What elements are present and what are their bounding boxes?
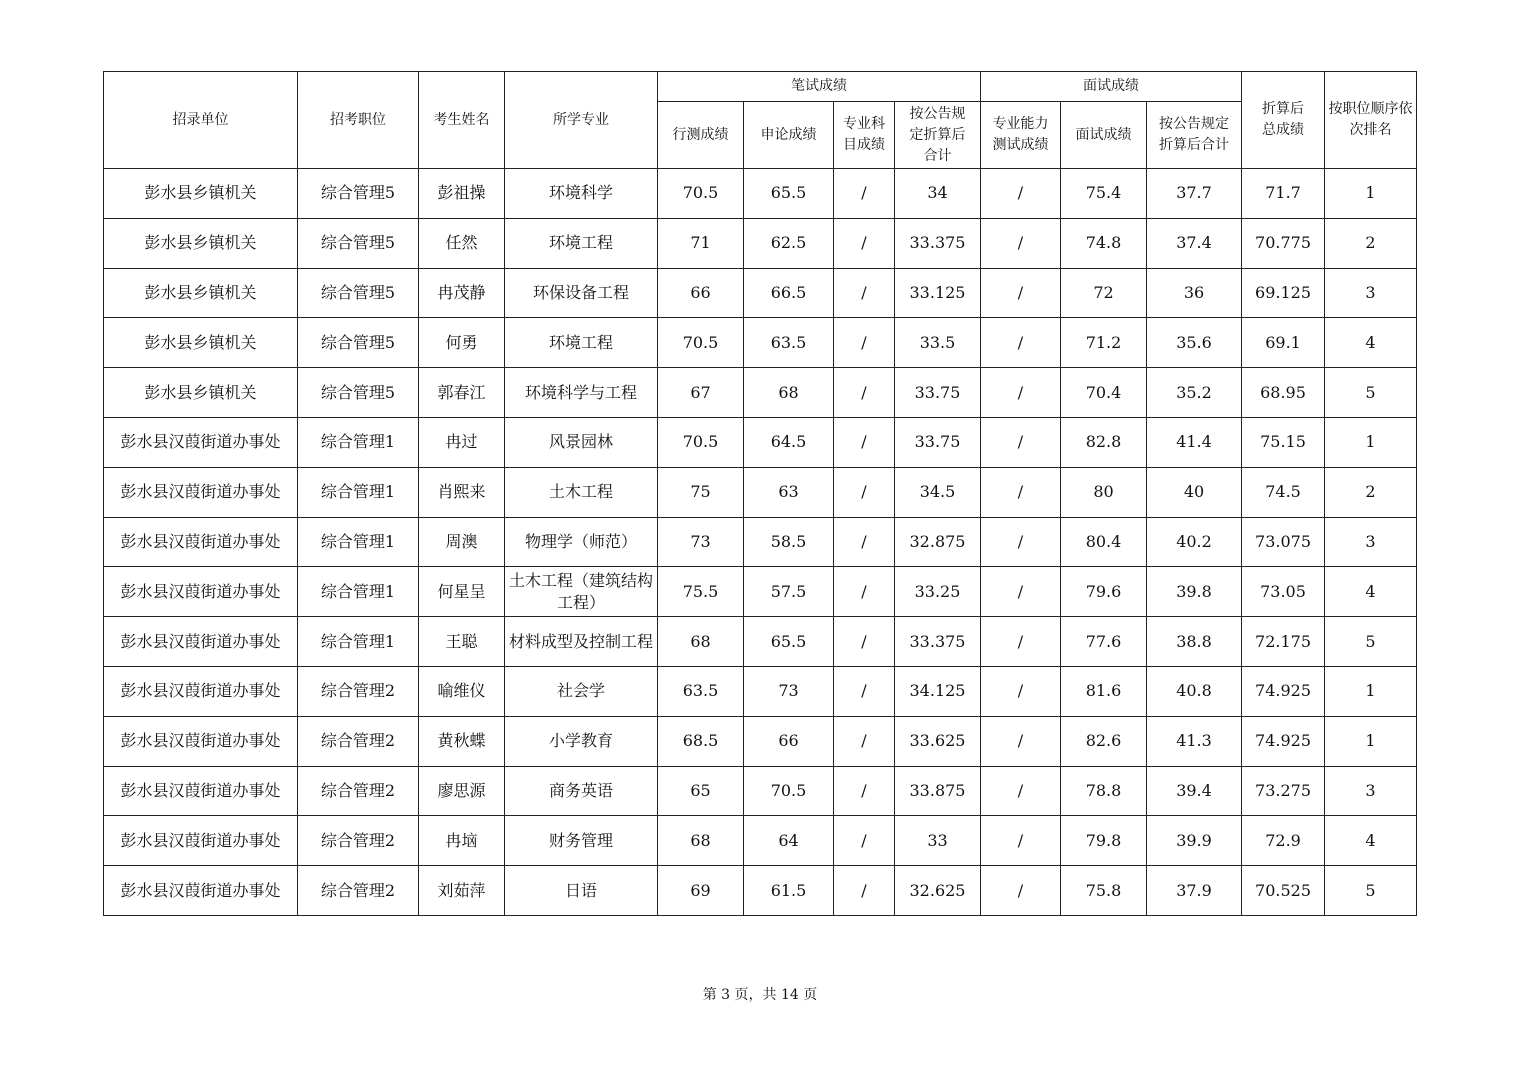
cell-interview-total: 41.4: [1147, 417, 1242, 467]
header-unit: 招录单位: [104, 72, 298, 169]
cell-rank: 4: [1325, 318, 1417, 368]
cell-rank: 2: [1325, 218, 1417, 268]
cell-interview: 71.2: [1061, 318, 1147, 368]
cell-interview-total: 39.8: [1147, 567, 1242, 617]
cell-interview-total: 40.2: [1147, 517, 1242, 567]
cell-rank: 3: [1325, 766, 1417, 816]
cell-zhuanye: /: [834, 268, 895, 318]
cell-position: 综合管理1: [298, 567, 419, 617]
cell-written-total: 34: [895, 169, 981, 219]
cell-major: 土木工程（建筑结构工程）: [505, 567, 658, 617]
cell-shenlun: 70.5: [744, 766, 834, 816]
cell-position: 综合管理1: [298, 417, 419, 467]
cell-interview-total: 41.3: [1147, 716, 1242, 766]
cell-major: 日语: [505, 866, 658, 916]
cell-total: 74.925: [1242, 666, 1325, 716]
cell-ability: /: [981, 467, 1061, 517]
cell-written-total: 34.5: [895, 467, 981, 517]
cell-shenlun: 58.5: [744, 517, 834, 567]
cell-interview-total: 40: [1147, 467, 1242, 517]
header-interview: 面试成绩: [981, 72, 1242, 102]
cell-interview: 75.8: [1061, 866, 1147, 916]
header-ability: 专业能力测试成绩: [981, 102, 1061, 169]
cell-total: 70.525: [1242, 866, 1325, 916]
cell-xingce: 75.5: [658, 567, 744, 617]
cell-shenlun: 64.5: [744, 417, 834, 467]
cell-written-total: 32.875: [895, 517, 981, 567]
cell-total: 72.9: [1242, 816, 1325, 866]
cell-interview: 78.8: [1061, 766, 1147, 816]
cell-ability: /: [981, 766, 1061, 816]
table-row: [104, 666, 1417, 716]
cell-interview: 79.6: [1061, 567, 1147, 617]
header-position: 招考职位: [298, 72, 419, 169]
cell-total: 73.05: [1242, 567, 1325, 617]
cell-shenlun: 57.5: [744, 567, 834, 617]
header-interview-score: 面试成绩: [1061, 102, 1147, 169]
cell-interview: 74.8: [1061, 218, 1147, 268]
cell-interview-total: 37.4: [1147, 218, 1242, 268]
cell-zhuanye: /: [834, 617, 895, 667]
header-row-1: [104, 72, 1417, 102]
cell-ability: /: [981, 417, 1061, 467]
cell-ability: /: [981, 218, 1061, 268]
cell-xingce: 70.5: [658, 318, 744, 368]
cell-interview: 72: [1061, 268, 1147, 318]
cell-name: 肖熙来: [419, 467, 505, 517]
cell-rank: 1: [1325, 716, 1417, 766]
cell-shenlun: 65.5: [744, 169, 834, 219]
table-row: [104, 368, 1417, 418]
cell-major: 小学教育: [505, 716, 658, 766]
cell-rank: 4: [1325, 816, 1417, 866]
cell-name: 何星呈: [419, 567, 505, 617]
header-zhuanye: 专业科目成绩: [834, 102, 895, 169]
cell-unit: 彭水县乡镇机关: [104, 268, 298, 318]
cell-ability: /: [981, 716, 1061, 766]
cell-written-total: 33: [895, 816, 981, 866]
table-row: [104, 617, 1417, 667]
header-written: 笔试成绩: [658, 72, 981, 102]
table-row: [104, 766, 1417, 816]
cell-zhuanye: /: [834, 766, 895, 816]
table-row: [104, 816, 1417, 866]
cell-major: 社会学: [505, 666, 658, 716]
cell-total: 72.175: [1242, 617, 1325, 667]
cell-interview: 70.4: [1061, 368, 1147, 418]
cell-shenlun: 66: [744, 716, 834, 766]
table-row: [104, 417, 1417, 467]
cell-ability: /: [981, 368, 1061, 418]
table-row: [104, 268, 1417, 318]
header-interview-total: 按公告规定折算后合计: [1147, 102, 1242, 169]
cell-total: 69.125: [1242, 268, 1325, 318]
table-row: [104, 567, 1417, 617]
cell-unit: 彭水县汉葭街道办事处: [104, 617, 298, 667]
cell-position: 综合管理1: [298, 467, 419, 517]
cell-position: 综合管理5: [298, 268, 419, 318]
cell-name: 黄秋蝶: [419, 716, 505, 766]
cell-interview: 79.8: [1061, 816, 1147, 866]
cell-major: 环境科学: [505, 169, 658, 219]
cell-written-total: 32.625: [895, 866, 981, 916]
cell-name: 刘茹萍: [419, 866, 505, 916]
table-row: [104, 467, 1417, 517]
table-row: [104, 517, 1417, 567]
cell-position: 综合管理5: [298, 368, 419, 418]
cell-xingce: 68: [658, 816, 744, 866]
table-body: [104, 169, 1417, 916]
table-row: [104, 218, 1417, 268]
cell-zhuanye: /: [834, 218, 895, 268]
cell-total: 74.5: [1242, 467, 1325, 517]
table-row: [104, 866, 1417, 916]
cell-position: 综合管理5: [298, 318, 419, 368]
cell-written-total: 33.875: [895, 766, 981, 816]
cell-major: 物理学（师范）: [505, 517, 658, 567]
cell-rank: 5: [1325, 368, 1417, 418]
cell-rank: 3: [1325, 268, 1417, 318]
cell-shenlun: 61.5: [744, 866, 834, 916]
cell-shenlun: 64: [744, 816, 834, 866]
cell-name: 冉垴: [419, 816, 505, 866]
cell-position: 综合管理2: [298, 816, 419, 866]
cell-interview: 82.8: [1061, 417, 1147, 467]
cell-zhuanye: /: [834, 467, 895, 517]
cell-position: 综合管理2: [298, 666, 419, 716]
cell-unit: 彭水县乡镇机关: [104, 169, 298, 219]
cell-shenlun: 66.5: [744, 268, 834, 318]
cell-shenlun: 63: [744, 467, 834, 517]
cell-rank: 1: [1325, 666, 1417, 716]
cell-total: 70.775: [1242, 218, 1325, 268]
cell-rank: 5: [1325, 617, 1417, 667]
cell-ability: /: [981, 567, 1061, 617]
cell-interview-total: 39.9: [1147, 816, 1242, 866]
cell-major: 商务英语: [505, 766, 658, 816]
header-total: 折算后总成绩: [1242, 72, 1325, 169]
cell-zhuanye: /: [834, 169, 895, 219]
cell-ability: /: [981, 816, 1061, 866]
cell-shenlun: 63.5: [744, 318, 834, 368]
cell-rank: 4: [1325, 567, 1417, 617]
cell-name: 廖思源: [419, 766, 505, 816]
cell-position: 综合管理1: [298, 517, 419, 567]
header-xingce: 行测成绩: [658, 102, 744, 169]
cell-major: 环境工程: [505, 218, 658, 268]
cell-written-total: 34.125: [895, 666, 981, 716]
cell-ability: /: [981, 617, 1061, 667]
cell-major: 环境工程: [505, 318, 658, 368]
cell-zhuanye: /: [834, 567, 895, 617]
cell-written-total: 33.375: [895, 218, 981, 268]
cell-total: 73.075: [1242, 517, 1325, 567]
cell-shenlun: 65.5: [744, 617, 834, 667]
cell-total: 74.925: [1242, 716, 1325, 766]
cell-written-total: 33.125: [895, 268, 981, 318]
cell-xingce: 68: [658, 617, 744, 667]
cell-name: 周澳: [419, 517, 505, 567]
cell-major: 环保设备工程: [505, 268, 658, 318]
cell-unit: 彭水县汉葭街道办事处: [104, 567, 298, 617]
cell-position: 综合管理1: [298, 617, 419, 667]
cell-name: 王聪: [419, 617, 505, 667]
cell-interview-total: 37.9: [1147, 866, 1242, 916]
cell-written-total: 33.75: [895, 368, 981, 418]
cell-xingce: 68.5: [658, 716, 744, 766]
cell-ability: /: [981, 318, 1061, 368]
cell-unit: 彭水县汉葭街道办事处: [104, 866, 298, 916]
header-rank: 按职位顺序依次排名: [1325, 72, 1417, 169]
cell-position: 综合管理2: [298, 766, 419, 816]
cell-interview-total: 39.4: [1147, 766, 1242, 816]
header-major: 所学专业: [505, 72, 658, 169]
cell-interview-total: 37.7: [1147, 169, 1242, 219]
cell-unit: 彭水县汉葭街道办事处: [104, 766, 298, 816]
cell-interview-total: 38.8: [1147, 617, 1242, 667]
cell-unit: 彭水县乡镇机关: [104, 368, 298, 418]
cell-interview: 75.4: [1061, 169, 1147, 219]
cell-xingce: 71: [658, 218, 744, 268]
cell-rank: 3: [1325, 517, 1417, 567]
cell-total: 69.1: [1242, 318, 1325, 368]
header-shenlun: 申论成绩: [744, 102, 834, 169]
cell-xingce: 75: [658, 467, 744, 517]
cell-major: 风景园林: [505, 417, 658, 467]
cell-total: 71.7: [1242, 169, 1325, 219]
cell-unit: 彭水县汉葭街道办事处: [104, 716, 298, 766]
cell-major: 环境科学与工程: [505, 368, 658, 418]
cell-ability: /: [981, 517, 1061, 567]
cell-ability: /: [981, 666, 1061, 716]
cell-zhuanye: /: [834, 716, 895, 766]
cell-zhuanye: /: [834, 318, 895, 368]
cell-unit: 彭水县汉葭街道办事处: [104, 816, 298, 866]
cell-unit: 彭水县汉葭街道办事处: [104, 666, 298, 716]
cell-ability: /: [981, 866, 1061, 916]
cell-written-total: 33.25: [895, 567, 981, 617]
cell-interview-total: 40.8: [1147, 666, 1242, 716]
cell-written-total: 33.375: [895, 617, 981, 667]
cell-rank: 1: [1325, 169, 1417, 219]
cell-interview: 80.4: [1061, 517, 1147, 567]
cell-total: 75.15: [1242, 417, 1325, 467]
cell-shenlun: 73: [744, 666, 834, 716]
cell-position: 综合管理5: [298, 218, 419, 268]
cell-interview: 82.6: [1061, 716, 1147, 766]
cell-interview: 81.6: [1061, 666, 1147, 716]
cell-rank: 5: [1325, 866, 1417, 916]
cell-written-total: 33.5: [895, 318, 981, 368]
cell-unit: 彭水县汉葭街道办事处: [104, 467, 298, 517]
cell-name: 任然: [419, 218, 505, 268]
cell-xingce: 66: [658, 268, 744, 318]
header-name: 考生姓名: [419, 72, 505, 169]
cell-major: 财务管理: [505, 816, 658, 866]
cell-xingce: 63.5: [658, 666, 744, 716]
cell-written-total: 33.625: [895, 716, 981, 766]
page-footer: 第 3 页，共 14 页: [702, 987, 818, 1003]
cell-zhuanye: /: [834, 417, 895, 467]
cell-total: 73.275: [1242, 766, 1325, 816]
cell-rank: 2: [1325, 467, 1417, 517]
cell-zhuanye: /: [834, 368, 895, 418]
cell-unit: 彭水县乡镇机关: [104, 218, 298, 268]
header-written-total: 按公告规定折算后合计: [895, 102, 981, 169]
score-table: [103, 71, 1417, 916]
cell-shenlun: 62.5: [744, 218, 834, 268]
cell-zhuanye: /: [834, 666, 895, 716]
cell-written-total: 33.75: [895, 417, 981, 467]
cell-name: 何勇: [419, 318, 505, 368]
cell-zhuanye: /: [834, 866, 895, 916]
cell-zhuanye: /: [834, 517, 895, 567]
cell-name: 喻维仪: [419, 666, 505, 716]
cell-rank: 1: [1325, 417, 1417, 467]
cell-xingce: 70.5: [658, 169, 744, 219]
cell-interview-total: 35.6: [1147, 318, 1242, 368]
cell-name: 冉茂静: [419, 268, 505, 318]
cell-major: 材料成型及控制工程: [505, 617, 658, 667]
table-row: [104, 716, 1417, 766]
cell-ability: /: [981, 268, 1061, 318]
cell-interview: 80: [1061, 467, 1147, 517]
cell-unit: 彭水县汉葭街道办事处: [104, 517, 298, 567]
cell-interview-total: 36: [1147, 268, 1242, 318]
cell-shenlun: 68: [744, 368, 834, 418]
cell-position: 综合管理5: [298, 169, 419, 219]
cell-unit: 彭水县汉葭街道办事处: [104, 417, 298, 467]
cell-xingce: 65: [658, 766, 744, 816]
cell-name: 冉过: [419, 417, 505, 467]
cell-zhuanye: /: [834, 816, 895, 866]
table-row: [104, 169, 1417, 219]
cell-interview-total: 35.2: [1147, 368, 1242, 418]
cell-total: 68.95: [1242, 368, 1325, 418]
cell-ability: /: [981, 169, 1061, 219]
cell-xingce: 70.5: [658, 417, 744, 467]
cell-position: 综合管理2: [298, 866, 419, 916]
table-row: [104, 318, 1417, 368]
cell-unit: 彭水县乡镇机关: [104, 318, 298, 368]
cell-interview: 77.6: [1061, 617, 1147, 667]
cell-name: 郭春江: [419, 368, 505, 418]
cell-major: 土木工程: [505, 467, 658, 517]
cell-xingce: 73: [658, 517, 744, 567]
cell-xingce: 69: [658, 866, 744, 916]
cell-position: 综合管理2: [298, 716, 419, 766]
cell-name: 彭祖操: [419, 169, 505, 219]
cell-xingce: 67: [658, 368, 744, 418]
